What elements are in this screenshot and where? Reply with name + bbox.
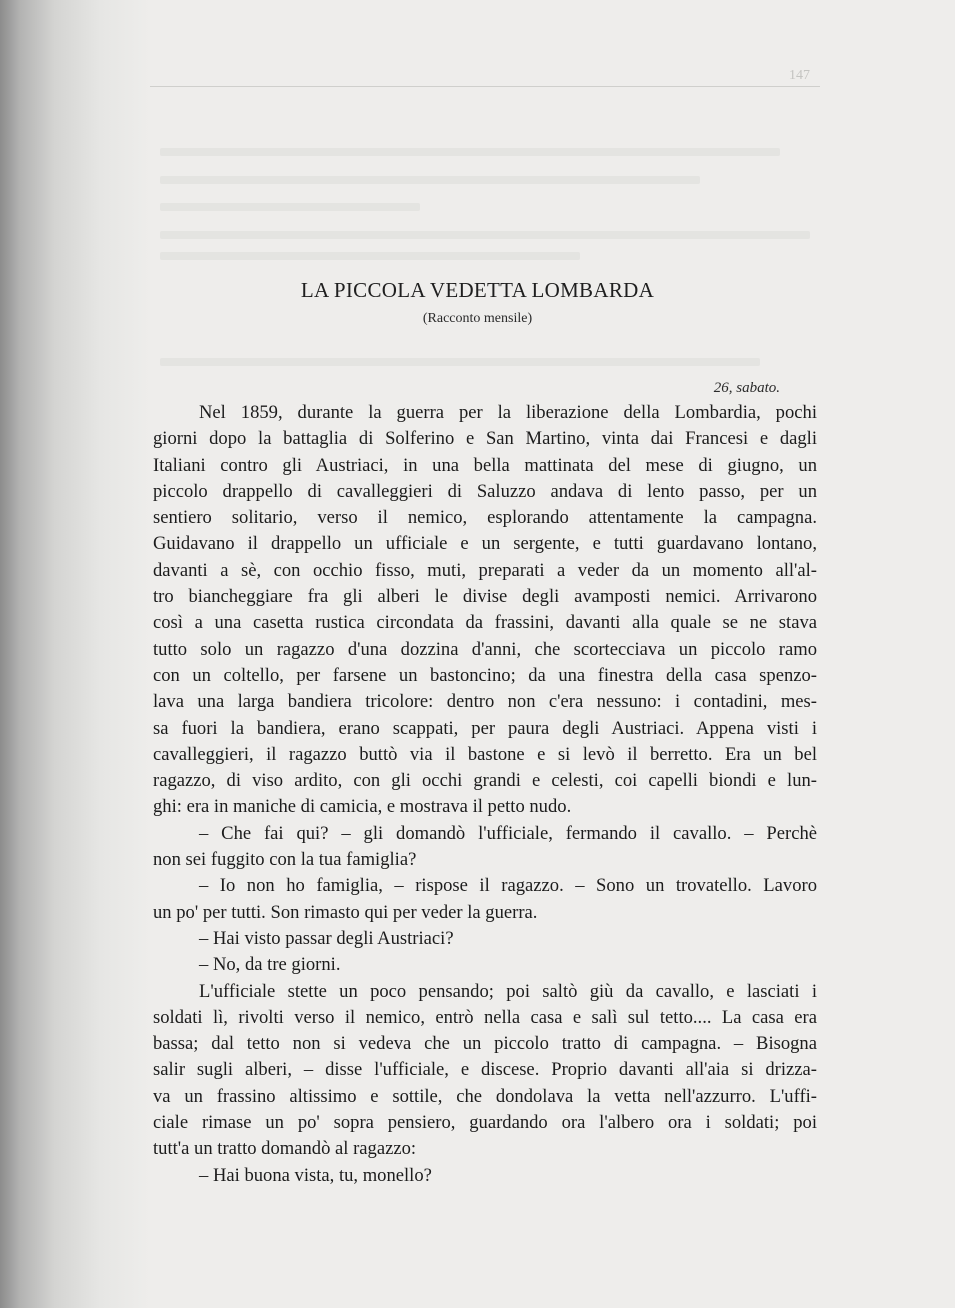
bleed-through-line bbox=[160, 358, 760, 366]
chapter-title: LA PICCOLA VEDETTA LOMBARDA bbox=[300, 278, 655, 302]
text-line: – Hai visto passar degli Austriaci? bbox=[199, 927, 454, 949]
text-line: così a una casetta rustica circondata da frassini, davanti alla quale se ne stava bbox=[153, 612, 817, 634]
text-line: bassa; dal tetto non si vedeva che un piccolo tratto di campagna. – Bisogna bbox=[153, 1033, 817, 1055]
header-rule bbox=[150, 86, 820, 87]
text-line: va un frassino altissimo e sottile, che dondolava la vetta nell'azzurro. L'uffi- bbox=[153, 1085, 817, 1107]
text-line: Nel 1859, durante la guerra per la liberazione della Lombardia, pochi bbox=[199, 402, 817, 423]
text-line: ghi: era in maniche di camicia, e mostrava il petto nudo. bbox=[153, 796, 572, 818]
text-line: L'ufficiale stette un poco pensando; poi saltò giù da cavallo, e lasciati i bbox=[199, 980, 817, 1002]
dateline: 26, sabato. bbox=[713, 380, 780, 396]
text-line: – No, da tre giorni. bbox=[199, 954, 341, 976]
page-gutter-shadow bbox=[0, 0, 150, 1308]
text-line: cavalleggieri, il ragazzo buttò via il bastone e si levò il berretto. Era un bel bbox=[153, 743, 817, 765]
text-line: ciale rimase un po' sopra pensiero, guardando ora l'albero ora i soldati; poi bbox=[153, 1112, 817, 1134]
text-line: piccolo drappello di cavalleggieri di Saluzzo andava di lento passo, per un bbox=[153, 480, 817, 502]
text-line: – Hai buona vista, tu, monello? bbox=[199, 1164, 432, 1186]
text-line: davanti a sè, con occhio fisso, muti, preparati a veder da un momento all'al- bbox=[153, 559, 817, 581]
bleed-through-line bbox=[160, 203, 420, 211]
text-line: Guidavano il drappello un ufficiale e un sergente, e tutti guardavano lontano, bbox=[153, 533, 817, 555]
bleed-through-line bbox=[160, 231, 810, 239]
text-line: sentiero solitario, verso il nemico, esplorando attentamente la campagna. bbox=[153, 507, 817, 529]
text-line: soldati lì, rivolti verso il nemico, entrò nella casa e salì sul tetto.... La casa era bbox=[153, 1006, 817, 1028]
text-line: non sei fuggito con la tua famiglia? bbox=[153, 849, 417, 871]
story-body bbox=[153, 400, 817, 1189]
text-line: tutto solo un ragazzo d'una dozzina d'anni, che scortecciava un piccolo ramo bbox=[153, 638, 817, 660]
text-line: – Che fai qui? – gli domandò l'ufficiale, fermando il cavallo. – Perchè bbox=[199, 822, 817, 844]
page-number: 147 bbox=[789, 68, 810, 83]
text-line: giorni dopo la battaglia di Solferino e San Martino, vinta dai Francesi e dagli bbox=[153, 428, 817, 450]
text-line: con un coltello, per farsene un bastoncino; da una finestra della casa spenzo- bbox=[153, 664, 817, 686]
text-line: tro biancheggiare fra gli alberi le divise degli avamposti nemici. Arrivarono bbox=[153, 586, 817, 608]
text-line: un po' per tutti. Son rimasto qui per veder la guerra. bbox=[153, 901, 538, 923]
text-line: Italiani contro gli Austriaci, in una bella mattinata del mese di giugno, un bbox=[153, 454, 817, 476]
bleed-through-line bbox=[160, 176, 700, 184]
bleed-through-line bbox=[160, 148, 780, 156]
text-line: tutt'a un tratto domandò al ragazzo: bbox=[153, 1138, 417, 1160]
text-line: lava una larga bandiera tricolore: dentro non c'era nessuno: i contadini, mes- bbox=[153, 691, 817, 713]
text-line: salir sugli alberi, – disse l'ufficiale, e discese. Proprio davanti all'aia si drizza- bbox=[153, 1059, 817, 1081]
text-line: – Io non ho famiglia, – rispose il ragazzo. – Sono un trovatello. Lavoro bbox=[199, 875, 817, 897]
bleed-through-line bbox=[160, 252, 580, 260]
text-line: ragazzo, di viso ardito, con gli occhi grandi e celesti, coi capelli biondi e lun- bbox=[153, 770, 817, 792]
chapter-subtitle: (Racconto mensile) bbox=[422, 311, 533, 326]
text-line: sa fuori la bandiera, erano scappati, per paura degli Austriaci. Appena visti i bbox=[153, 717, 817, 739]
